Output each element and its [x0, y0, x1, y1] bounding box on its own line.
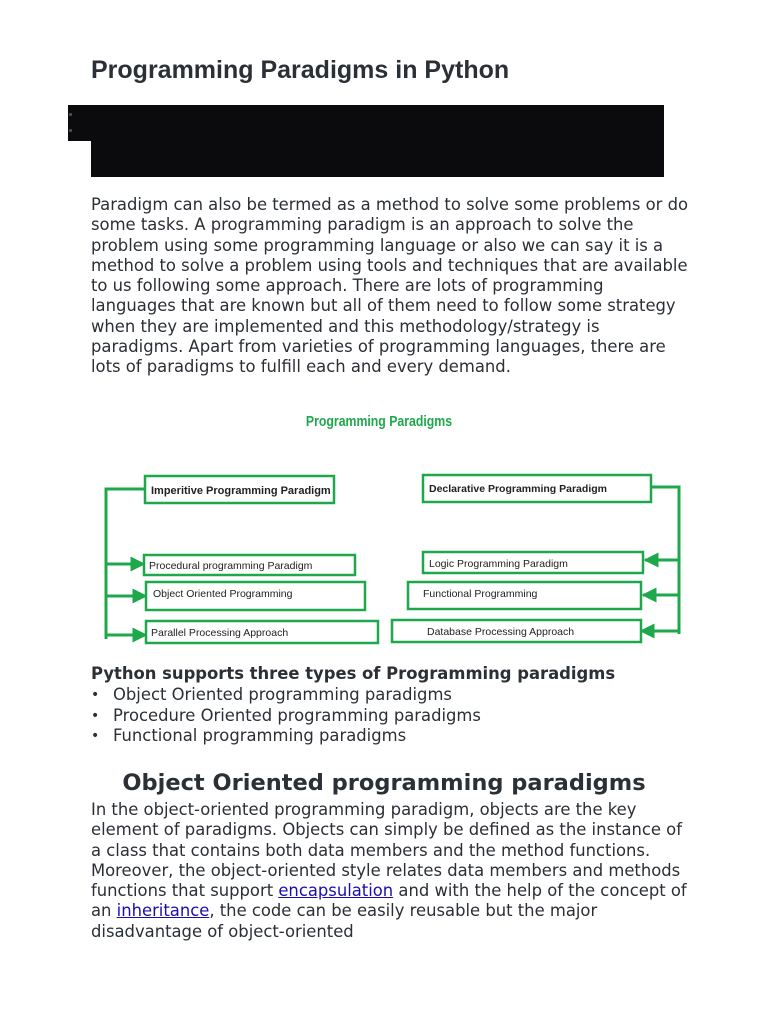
embedded-media-block-lower [91, 140, 664, 177]
media-dot-icon [69, 113, 72, 116]
box-parallel [146, 621, 378, 643]
diagram-title: Programming Paradigms [305, 412, 453, 430]
box-procedural [144, 555, 355, 575]
encapsulation-link[interactable]: encapsulation [278, 881, 394, 901]
box-logic [423, 552, 643, 573]
box-functional-label: Functional Programming [423, 588, 538, 600]
box-functional [408, 582, 641, 609]
box-database [392, 620, 641, 642]
page-title: Programming Paradigms in Python [91, 56, 510, 84]
right-connectors [641, 487, 679, 634]
box-imperative-label: Imperitive Programming Paradigm [151, 485, 331, 497]
media-dot-icon [69, 129, 72, 132]
list-item: • Functional programming paradigms [91, 726, 481, 747]
box-declarative [423, 475, 651, 502]
box-imperative [145, 476, 334, 503]
oop-text-2: and with the help of the concept of an [91, 881, 687, 921]
list-item: • Procedure Oriented programming paradigms [91, 706, 481, 727]
left-connectors [106, 489, 146, 639]
box-procedural-label: Procedural programming Paradigm [149, 560, 313, 572]
box-declarative-label: Declarative Programming Paradigm [429, 483, 607, 495]
oop-section-heading: Object Oriented programming paradigms [122, 770, 646, 796]
inheritance-link[interactable]: inheritance [116, 901, 210, 921]
box-logic-label: Logic Programming Paradigm [429, 558, 568, 570]
box-oop-label: Object Oriented Programming [153, 588, 293, 600]
oop-text-3: , the code can be easily reusable but the major disadvantage of object-oriented [91, 901, 598, 941]
paradigms-diagram [96, 400, 696, 650]
box-parallel-label: Parallel Processing Approach [151, 627, 289, 639]
supported-paradigms-list [91, 685, 481, 747]
intro-paragraph: Paradigm can also be termed as a method to solve some problems or do some tasks. A programming paradigm is an approach to solve the problem using some programming language or also we can say it is a method to solve a problem using tools and techniques that are available to us following some approach. There are lots of programming languages that are known but all of them need to follow some strategy when they are implemented and this methodology/strategy is paradigms. Apart from varieties of programming languages, there are lots of paradigms to fulfill each and every demand. [91, 195, 689, 377]
box-oop [146, 582, 365, 610]
embedded-media-block [68, 105, 664, 141]
box-database-label: Database Processing Approach [427, 626, 575, 638]
oop-text-1: In the object-oriented programming paradigm, objects are the key element of paradigms. Objects can simply be defined as the instance of a class that contains both data members and the method functions. Moreover, the object-oriented style relates data members and methods functions that support [91, 800, 682, 901]
list-item: • Object Oriented programming paradigms [91, 685, 481, 706]
supported-paradigms-heading: Python supports three types of Programming paradigms [91, 664, 616, 683]
oop-paragraph [91, 800, 691, 942]
